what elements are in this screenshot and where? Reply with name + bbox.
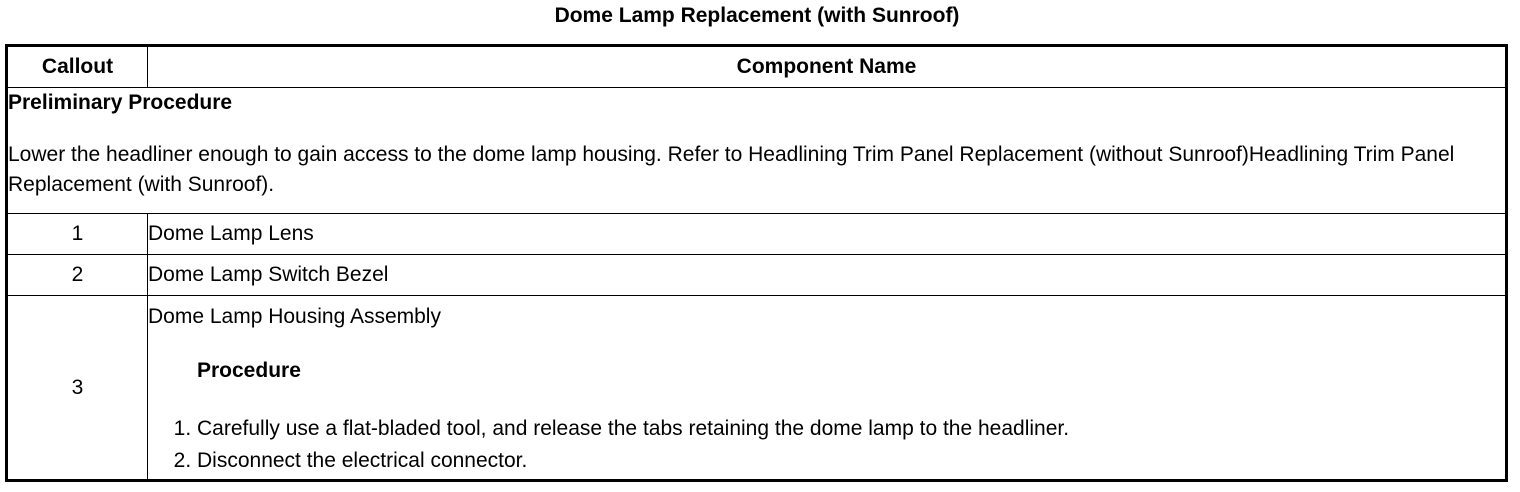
procedure-steps-list xyxy=(148,413,1505,477)
preliminary-procedure-text: Lower the headliner enough to gain access to the dome lamp housing. Refer to Headlining Trim Panel Replacement (without Sunroof)Headlining Trim Panel Replacement (with Sunroof). xyxy=(8,143,1455,196)
callout-number: 2 xyxy=(7,255,148,296)
callout-column-header: Callout xyxy=(7,46,148,88)
component-name: Dome Lamp Lens xyxy=(148,214,1507,255)
document-title: Dome Lamp Replacement (with Sunroof) xyxy=(554,4,960,27)
table-header-row xyxy=(7,46,1507,88)
table-row xyxy=(7,255,1507,296)
procedure-heading: Procedure xyxy=(197,359,301,382)
procedure-step: 1. Carefully use a flat-bladed tool, and release the tabs retaining the dome lamp to the headliner. xyxy=(197,413,1505,445)
procedure-step: 2. Disconnect the electrical connector. xyxy=(197,445,1505,477)
table-row xyxy=(7,296,1507,481)
component-name: Dome Lamp Housing Assembly xyxy=(148,305,441,328)
preliminary-procedure-heading: Preliminary Procedure xyxy=(8,91,233,114)
callout-number: 3 xyxy=(7,296,148,481)
component-cell xyxy=(148,296,1507,481)
component-name: Dome Lamp Switch Bezel xyxy=(148,255,1507,296)
component-name-column-header: Component Name xyxy=(148,46,1507,88)
preliminary-procedure-cell xyxy=(7,88,1507,214)
table-row xyxy=(7,214,1507,255)
preliminary-procedure-row xyxy=(7,88,1507,214)
component-table xyxy=(5,44,1508,482)
callout-number: 1 xyxy=(7,214,148,255)
